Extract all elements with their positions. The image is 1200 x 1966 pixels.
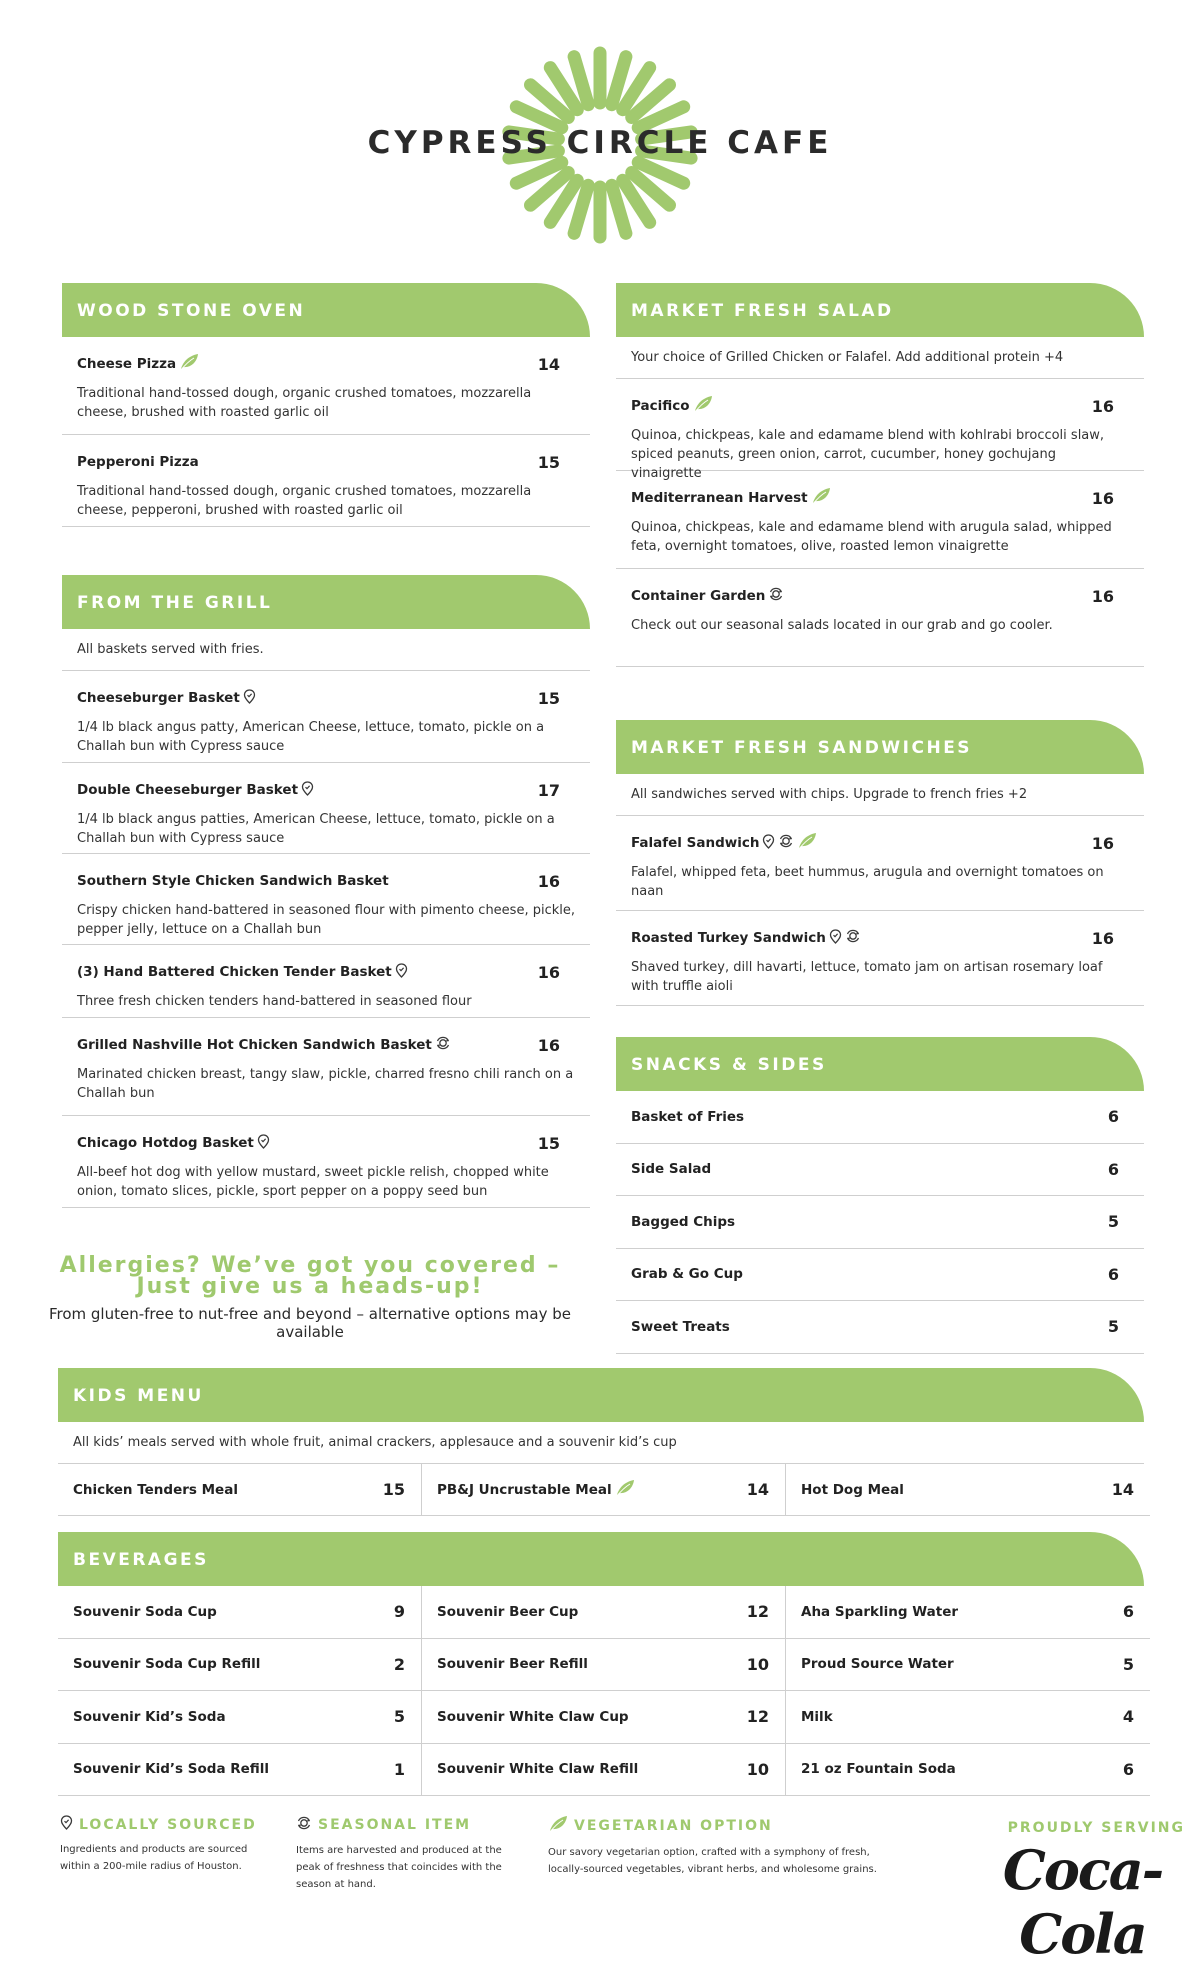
item-price: 5: [1107, 1317, 1119, 1337]
item-price: 15: [537, 688, 560, 708]
item-name: Cheese Pizza: [77, 356, 177, 372]
item-description: Crispy chicken hand-battered in seasoned flour with pimento cheese, pickle, pepper jelly, lettuce on a Challah bun: [77, 903, 575, 937]
cafe-title: CYPRESS CIRCLE CAFE: [367, 125, 833, 161]
item-name: Pepperoni Pizza: [77, 454, 199, 470]
menu-item: [422, 1691, 786, 1744]
menu-item: [786, 1744, 1150, 1797]
item-price: 16: [1091, 488, 1114, 508]
allergy-headline-1: Allergies? We’ve got you covered –: [59, 1253, 561, 1278]
menu-item: [616, 1196, 1144, 1249]
local-icon: [395, 963, 408, 982]
item-price: 5: [1107, 1212, 1119, 1232]
menu-item: [62, 945, 590, 1018]
section-title: BEVERAGES: [58, 1532, 1144, 1586]
legend-title: VEGETARIAN OPTION: [574, 1818, 773, 1834]
item-name: Bagged Chips: [631, 1213, 736, 1230]
section-title: WOOD STONE OVEN: [62, 283, 590, 337]
item-name: Side Salad: [631, 1161, 712, 1178]
item-name: Proud Source Water: [801, 1656, 954, 1673]
menu-item: [616, 379, 1144, 481]
wood-stone-oven-section: [62, 283, 590, 527]
logo: [0, 40, 1200, 250]
item-price: 16: [537, 1035, 560, 1055]
legend-text: Our savory vegetarian option, crafted with a symphony of fresh, locally-sourced vegetables, vibrant herbs, and wholesome grains.: [548, 1847, 877, 1875]
menu-item: [58, 1586, 422, 1639]
item-price: 6: [1107, 1264, 1119, 1284]
item-name: Chicago Hotdog Basket: [77, 1135, 254, 1151]
item-price: 16: [1091, 586, 1114, 606]
section-title: MARKET FRESH SANDWICHES: [616, 720, 1144, 774]
menu-item: [786, 1464, 1150, 1516]
item-name: Chicken Tenders Meal: [73, 1481, 238, 1498]
menu-item: [62, 763, 590, 854]
item-description: 1/4 lb black angus patties, American Cheese, lettuce, tomato, pickle on a Challah bun with Cypress sauce: [77, 812, 555, 846]
local-icon: [60, 1815, 73, 1834]
menu-item: [422, 1464, 786, 1516]
local-icon: [243, 689, 256, 708]
local-icon: [257, 1134, 270, 1153]
local-icon: [301, 781, 314, 800]
item-name: Souvenir Kid’s Soda: [73, 1708, 226, 1725]
menu-item: [422, 1639, 786, 1692]
menu-item: [786, 1691, 1150, 1744]
item-description: Traditional hand-tossed dough, organic crushed tomatoes, mozzarella cheese, brushed with roasted garlic oil: [77, 386, 532, 420]
item-price: 16: [537, 962, 560, 982]
menu-item: [58, 1744, 422, 1797]
menu-item: [58, 1464, 422, 1516]
item-price: 10: [746, 1759, 769, 1779]
menu-item: [616, 1249, 1144, 1302]
item-name: Souvenir White Claw Refill: [437, 1761, 639, 1778]
menu-item: [616, 1091, 1144, 1144]
menu-item: [58, 1691, 422, 1744]
vegetarian-icon: [797, 832, 817, 854]
item-price: 15: [537, 1133, 560, 1153]
section-title: KIDS MENU: [58, 1368, 1144, 1422]
legend-title: LOCALLY SOURCED: [79, 1816, 257, 1833]
item-price: 14: [537, 354, 560, 374]
item-description: Traditional hand-tossed dough, organic crushed tomatoes, mozzarella cheese, pepperoni, brushed with roasted garlic oil: [77, 484, 532, 518]
item-price: 16: [1091, 396, 1114, 416]
item-description: All-beef hot dog with yellow mustard, sweet pickle relish, chopped white onion, tomato slices, pickle, sport pepper on a poppy seed bun: [77, 1165, 549, 1199]
item-price: 6: [1107, 1107, 1119, 1127]
item-name: Sweet Treats: [631, 1318, 730, 1335]
menu-item: [616, 569, 1144, 667]
menu-item: [62, 435, 590, 527]
item-name: Souvenir Beer Cup: [437, 1603, 579, 1620]
section-title: SNACKS & SIDES: [616, 1037, 1144, 1091]
market-fresh-salad-section: [616, 283, 1144, 667]
snacks-sides-section: [616, 1037, 1144, 1354]
seasonal-icon: [778, 833, 794, 853]
menu-item: [616, 1301, 1144, 1354]
item-description: Quinoa, chickpeas, kale and edamame blend with arugula salad, whipped feta, overnight tomatoes, olive, roasted lemon vinaigrette: [631, 520, 1112, 554]
allergy-callout: [30, 1255, 590, 1341]
item-name: Souvenir Beer Refill: [437, 1656, 588, 1673]
seasonal-icon: [296, 1815, 312, 1835]
item-name: Falafel Sandwich: [631, 835, 760, 851]
item-name: Grilled Nashville Hot Chicken Sandwich Basket: [77, 1037, 432, 1053]
section-note: All sandwiches served with chips. Upgrade to french fries +2: [616, 774, 1144, 816]
item-name: Milk: [801, 1708, 833, 1725]
vegetarian-icon: [693, 395, 713, 417]
kids-menu-section: [58, 1368, 1144, 1516]
item-name: Souvenir Soda Cup: [73, 1603, 217, 1620]
section-note: Your choice of Grilled Chicken or Falafel. Add additional protein +4: [616, 337, 1144, 379]
item-description: Check out our seasonal salads located in our grab and go cooler.: [631, 618, 1053, 633]
market-fresh-sandwiches-section: [616, 720, 1144, 1006]
legend-title: SEASONAL ITEM: [318, 1817, 472, 1833]
item-price: 4: [1122, 1707, 1134, 1727]
item-description: 1/4 lb black angus patty, American Cheese, lettuce, tomato, pickle on a Challah bun with Cypress sauce: [77, 720, 545, 754]
item-price: 6: [1122, 1602, 1134, 1622]
vegetarian-icon: [615, 1479, 635, 1501]
item-price: 1: [393, 1759, 405, 1779]
item-name: 21 oz Fountain Soda: [801, 1761, 956, 1778]
item-price: 15: [537, 452, 560, 472]
local-icon: [829, 929, 842, 948]
item-price: 5: [1122, 1654, 1134, 1674]
vegetarian-icon: [811, 487, 831, 509]
item-price: 16: [537, 871, 560, 891]
item-name: Mediterranean Harvest: [631, 490, 808, 506]
item-description: Marinated chicken breast, tangy slaw, pickle, charred fresno chili ranch on a Challah bun: [77, 1067, 574, 1101]
item-price: 2: [393, 1654, 405, 1674]
menu-item: [62, 1116, 590, 1208]
item-name: Souvenir White Claw Cup: [437, 1708, 629, 1725]
menu-item: [786, 1639, 1150, 1692]
item-name: Roasted Turkey Sandwich: [631, 930, 826, 946]
item-name: Souvenir Kid’s Soda Refill: [73, 1761, 270, 1778]
item-price: 12: [746, 1602, 769, 1622]
vegetarian-icon: [179, 353, 199, 375]
item-description: Three fresh chicken tenders hand-battered in seasoned flour: [77, 994, 472, 1009]
item-name: Cheeseburger Basket: [77, 690, 240, 706]
item-name: Basket of Fries: [631, 1108, 745, 1125]
menu-item: [616, 471, 1144, 569]
item-price: 16: [1091, 833, 1114, 853]
item-price: 16: [1091, 928, 1114, 948]
item-price: 15: [382, 1480, 405, 1499]
item-price: 9: [393, 1602, 405, 1622]
item-name: PB&J Uncrustable Meal: [437, 1481, 612, 1498]
vegetarian-icon: [548, 1815, 568, 1837]
beverages-section: [58, 1532, 1144, 1796]
menu-item: [422, 1586, 786, 1639]
legend-locally-sourced: [60, 1815, 260, 1875]
item-price: 5: [393, 1707, 405, 1727]
seasonal-icon: [845, 928, 861, 948]
section-title: FROM THE GRILL: [62, 575, 590, 629]
item-name: Container Garden: [631, 588, 766, 604]
item-price: 10: [746, 1654, 769, 1674]
item-price: 12: [746, 1707, 769, 1727]
menu-item: [58, 1639, 422, 1692]
item-name: Grab & Go Cup: [631, 1266, 743, 1283]
item-name: Double Cheeseburger Basket: [77, 782, 299, 798]
allergy-text: From gluten-free to nut-free and beyond – alternative options may be available: [48, 1305, 572, 1341]
seasonal-icon: [768, 586, 784, 606]
menu-item: [616, 816, 1144, 911]
legend-seasonal-item: [296, 1815, 506, 1893]
menu-item: [62, 1018, 590, 1116]
menu-item: [62, 854, 590, 945]
item-name: (3) Hand Battered Chicken Tender Basket: [77, 964, 392, 980]
from-the-grill-section: [62, 575, 590, 1208]
item-name: Pacifico: [631, 398, 690, 414]
item-price: 6: [1107, 1159, 1119, 1179]
legend-text: Items are harvested and produced at the peak of freshness that coincides with the season at hand.: [296, 1845, 502, 1890]
menu-item: [786, 1586, 1150, 1639]
item-price: 14: [746, 1480, 769, 1499]
section-note: All kids’ meals served with whole fruit, animal crackers, applesauce and a souvenir kid’s cup: [58, 1422, 1144, 1464]
legend-text: Ingredients and products are sourced within a 200-mile radius of Houston.: [60, 1844, 248, 1872]
proudly-serving: [980, 1820, 1185, 1966]
allergy-headline-2: Just give us a heads-up!: [136, 1274, 484, 1299]
menu-item: [62, 671, 590, 763]
item-price: 14: [1111, 1480, 1134, 1499]
item-price: 17: [537, 780, 560, 800]
menu-item: [62, 337, 590, 435]
item-name: Souvenir Soda Cup Refill: [73, 1656, 261, 1673]
coca-cola-logo: Coca-Cola: [1002, 1838, 1163, 1966]
seasonal-icon: [435, 1035, 451, 1055]
item-description: Falafel, whipped feta, beet hummus, arugula and overnight tomatoes on naan: [631, 865, 1104, 899]
item-name: Southern Style Chicken Sandwich Basket: [77, 873, 389, 889]
section-title: MARKET FRESH SALAD: [616, 283, 1144, 337]
section-note: All baskets served with fries.: [62, 629, 590, 671]
item-description: Quinoa, chickpeas, kale and edamame blend with kohlrabi broccoli slaw, spiced peanuts, green onion, carrot, cucumber, honey gochujang vinaigrette: [631, 428, 1105, 481]
legend-vegetarian-option: [548, 1815, 898, 1878]
menu-item: [616, 1144, 1144, 1197]
item-price: 6: [1122, 1759, 1134, 1779]
proudly-serving-title: PROUDLY SERVING: [1007, 1820, 1185, 1836]
item-name: Aha Sparkling Water: [801, 1603, 959, 1620]
menu-item: [616, 911, 1144, 1006]
item-name: Hot Dog Meal: [801, 1481, 904, 1498]
local-icon: [762, 834, 775, 853]
menu-item: [422, 1744, 786, 1797]
item-description: Shaved turkey, dill havarti, lettuce, tomato jam on artisan rosemary loaf with truffle aioli: [631, 960, 1103, 994]
